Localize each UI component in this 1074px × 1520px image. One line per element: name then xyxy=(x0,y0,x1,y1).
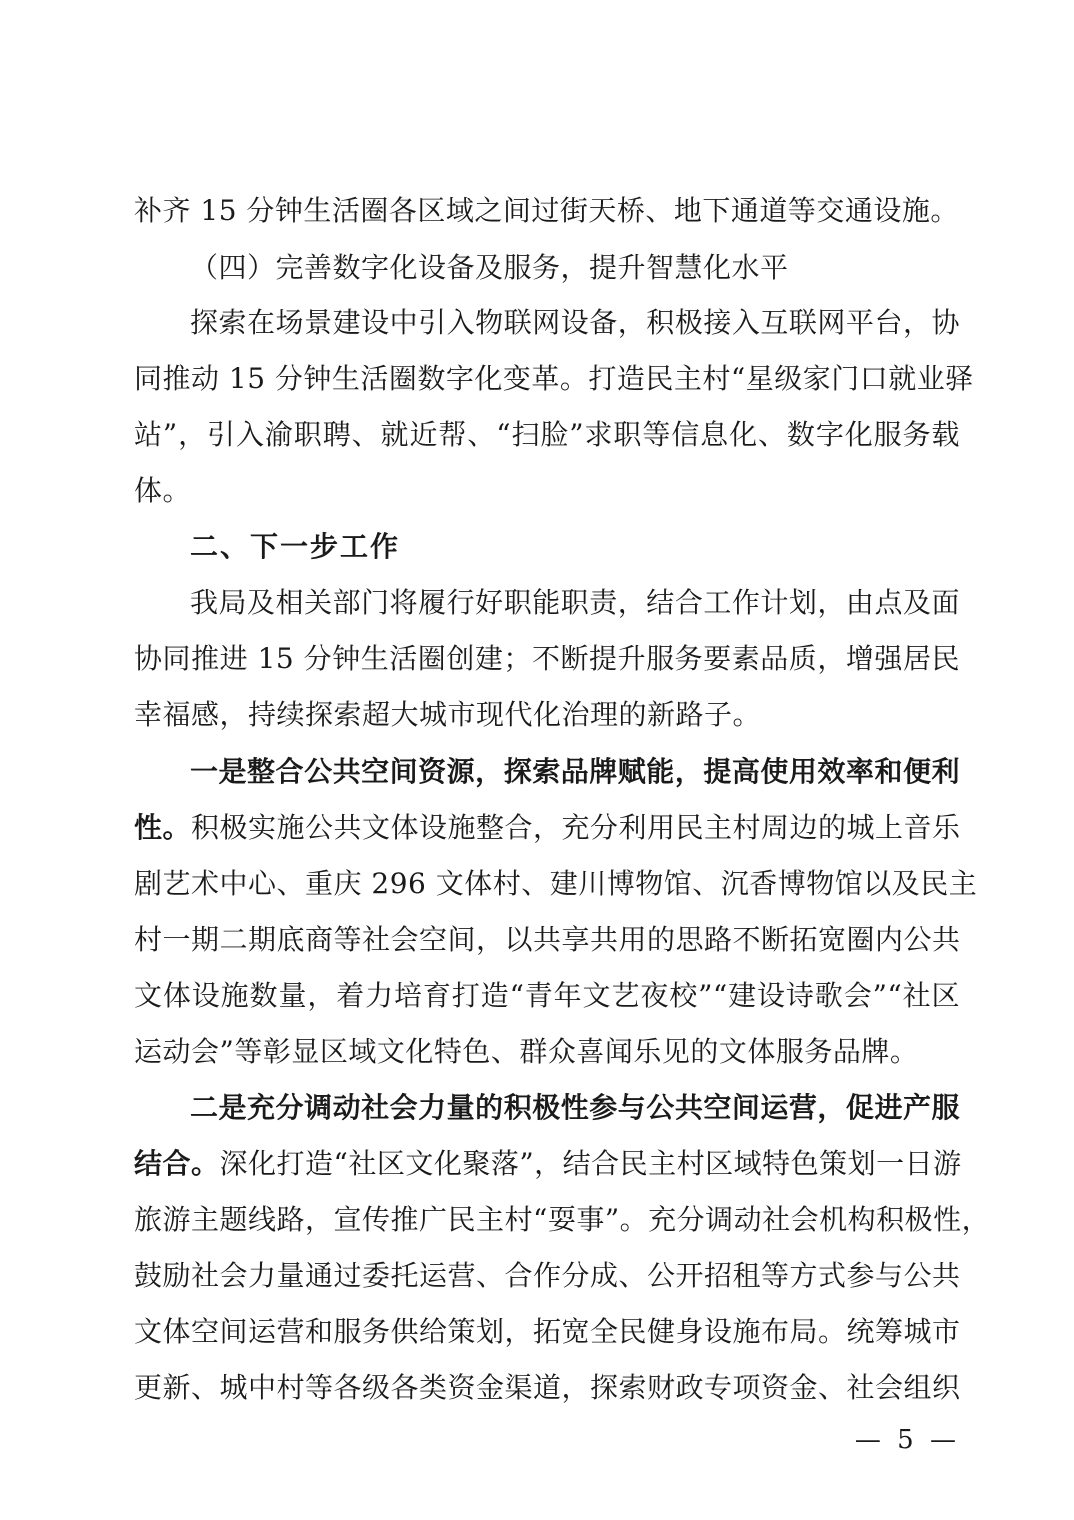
paragraph-line: 幸福感，持续探索超大城市现代化治理的新路子。 xyxy=(134,698,762,731)
paragraph-line: 探索在场景建设中引入物联网设备，积极接入互联网平台，协 xyxy=(190,306,960,339)
point-heading-tail: 结合。 xyxy=(134,1147,220,1180)
page-number: — 5 — xyxy=(854,1425,960,1455)
paragraph-text: 深化打造“社区文化聚落”，结合民主村区域特色策划一日游 xyxy=(219,1147,962,1180)
point-heading-line: 一是整合公共空间资源，探索品牌赋能，提高使用效率和便利 xyxy=(190,755,960,788)
paragraph-line: 鼓励社会力量通过委托运营、合作分成、公开招租等方式参与公共 xyxy=(134,1259,961,1292)
paragraph-line: 剧艺术中心、重庆 296 文体村、建川博物馆、沉香博物馆以及民主 xyxy=(134,867,978,900)
paragraph-line: 文体空间运营和服务供给策划，拓宽全民健身设施布局。统筹城市 xyxy=(134,1315,961,1348)
paragraph-line: 运动会”等彰显区域文化特色、群众喜闻乐见的文体服务品牌。 xyxy=(134,1035,919,1068)
paragraph-line: 文体设施数量，着力培育打造“青年文艺夜校”“建设诗歌会”“社区 xyxy=(134,979,960,1012)
paragraph-line: 村一期二期底商等社会空间，以共享共用的思路不断拓宽圈内公共 xyxy=(134,923,961,956)
part-heading: 二、下一步工作 xyxy=(190,530,401,563)
point-heading-tail: 性。 xyxy=(134,811,192,844)
point-heading-line: 二是充分调动社会力量的积极性参与公共空间运营，促进产服 xyxy=(190,1091,960,1124)
section-heading: （四）完善数字化设备及服务，提升智慧化水平 xyxy=(190,251,789,284)
paragraph-line: 补齐 15 分钟生活圈各区域之间过街天桥、地下通道等交通设施。 xyxy=(134,194,959,227)
paragraph-line: 协同推进 15 分钟生活圈创建；不断提升服务要素品质，增强居民 xyxy=(134,642,960,675)
paragraph-line: 我局及相关部门将履行好职能职责，结合工作计划，由点及面 xyxy=(190,586,960,619)
paragraph-text: 积极实施公共文体设施整合，充分利用民主村周边的城上音乐 xyxy=(191,811,961,844)
paragraph-line: 更新、城中村等各级各类资金渠道，探索财政专项资金、社会组织 xyxy=(134,1371,961,1404)
paragraph-line: 体。 xyxy=(134,474,192,507)
paragraph-line xyxy=(134,803,960,853)
paragraph-line xyxy=(134,1139,960,1189)
paragraph-line: 站”，引入渝职聘、就近帮、“扫脸”求职等信息化、数字化服务载 xyxy=(134,418,960,451)
paragraph-line: 旅游主题线路，宣传推广民主村“耍事”。充分调动社会机构积极性， xyxy=(134,1203,991,1236)
paragraph-line: 同推动 15 分钟生活圈数字化变革。打造民主村“星级家门口就业驿 xyxy=(134,362,974,395)
